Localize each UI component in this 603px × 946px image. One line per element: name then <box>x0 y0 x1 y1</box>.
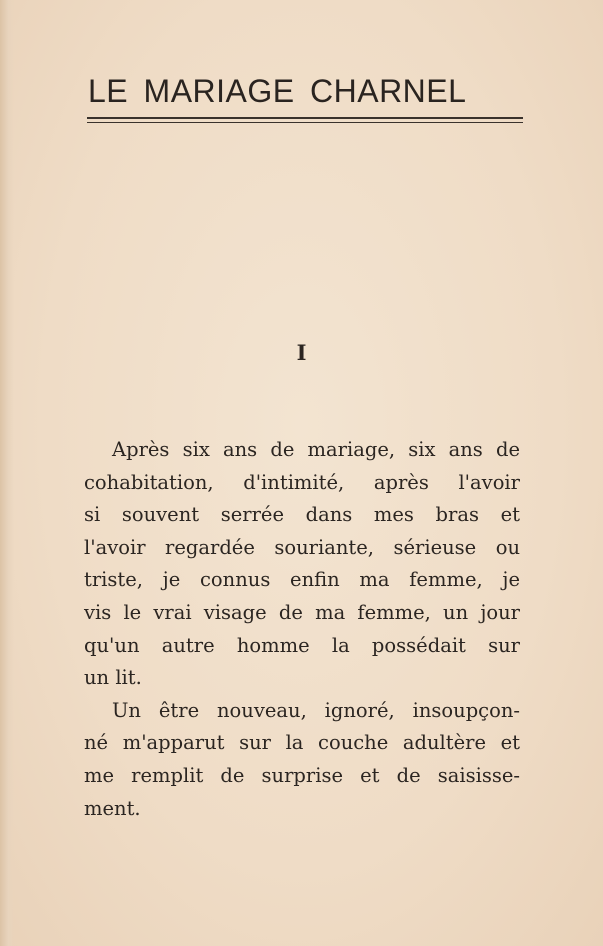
paragraph-1 <box>84 434 520 695</box>
title-rule-thick <box>87 117 523 119</box>
text-line: Après six ans de mariage, six ans de <box>112 438 520 461</box>
page-gutter-shadow <box>0 0 14 946</box>
body-text <box>84 434 520 825</box>
text-line: ment. <box>84 796 141 820</box>
chapter-number: I <box>296 340 307 365</box>
text-line: un lit. <box>84 666 142 690</box>
text-line: vis le vrai visage de ma femme, un jour <box>84 600 520 624</box>
title-rule-thin <box>87 122 523 123</box>
text-line: né m'apparut sur la couche adultère et <box>84 731 520 755</box>
running-title: LE MARIAGE CHARNEL <box>88 73 467 109</box>
text-line: triste, je connus enfin ma femme, je <box>84 568 520 592</box>
text-line: cohabitation, d'intimité, après l'avoir <box>84 470 520 494</box>
text-line: l'avoir regardée souriante, sérieuse ou <box>84 535 520 559</box>
text-line: me remplit de surprise et de saisisse- <box>84 763 520 787</box>
text-line: Un être nouveau, ignoré, insoupçon- <box>112 698 520 722</box>
paragraph-2 <box>84 695 520 825</box>
text-line: si souvent serrée dans mes bras et <box>84 503 520 527</box>
text-line: qu'un autre homme la possédait sur <box>84 633 520 657</box>
